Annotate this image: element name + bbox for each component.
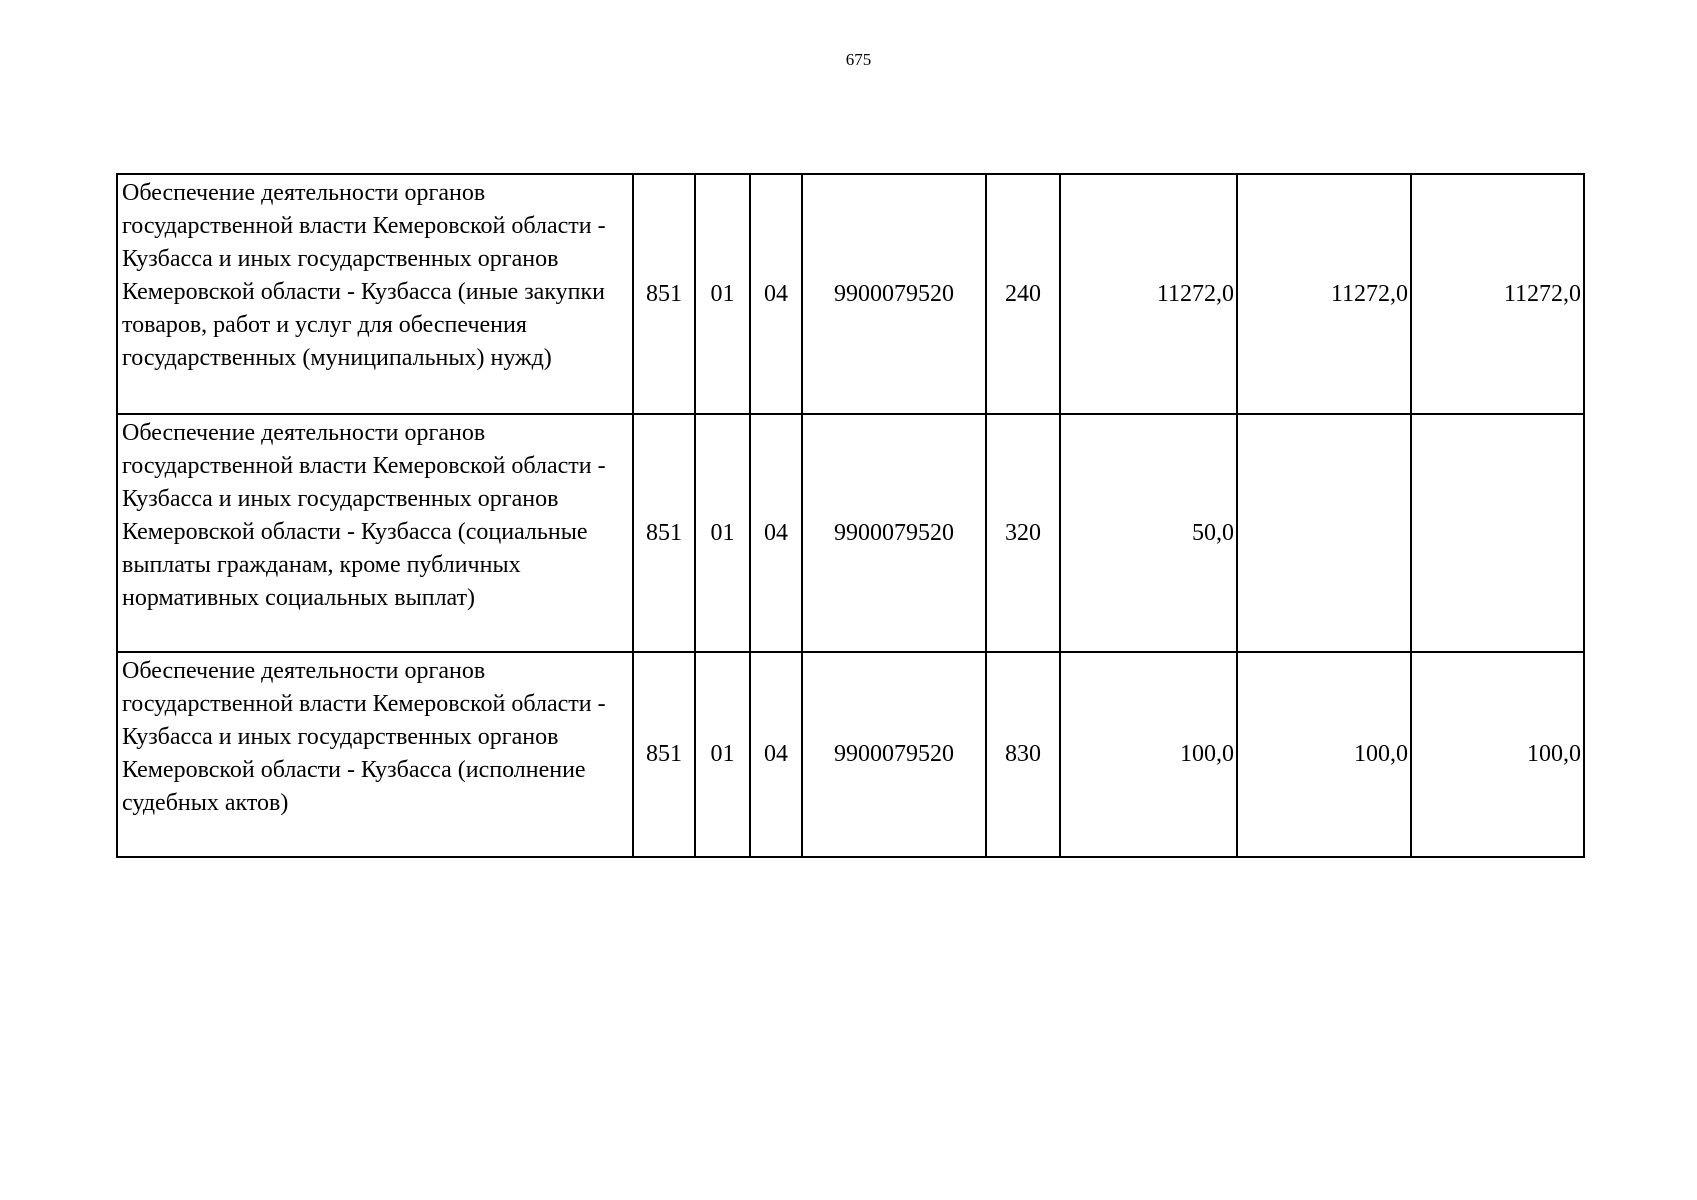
target-article-code: 9900079520: [802, 652, 986, 857]
amount-year-3: 11272,0: [1411, 174, 1584, 414]
amount-year-1: 50,0: [1060, 414, 1237, 652]
subsection-code: 04: [750, 174, 802, 414]
ministry-code: 851: [633, 652, 695, 857]
expense-type-code: 320: [986, 414, 1060, 652]
table-row: [117, 414, 1584, 652]
row-description: Обеспечение деятельности органов государственной власти Кемеровской области - Кузбасса и иных государственных органов Кемеровской области - Кузбасса (социальные выплаты гражданам, кроме публичных нормативных социальных выплат): [117, 414, 633, 652]
amount-year-1: 100,0: [1060, 652, 1237, 857]
page-number: 675: [845, 50, 872, 69]
amount-year-2: [1237, 414, 1411, 652]
amount-year-2: 100,0: [1237, 652, 1411, 857]
section-code: 01: [695, 652, 750, 857]
ministry-code: 851: [633, 174, 695, 414]
section-code: 01: [695, 414, 750, 652]
amount-year-3: [1411, 414, 1584, 652]
target-article-code: 9900079520: [802, 174, 986, 414]
row-description: Обеспечение деятельности органов государственной власти Кемеровской области - Кузбасса и иных государственных органов Кемеровской области - Кузбасса (иные закупки товаров, работ и услуг для обеспечения государственных (муниципальных) нужд): [117, 174, 633, 414]
subsection-code: 04: [750, 414, 802, 652]
amount-year-1: 11272,0: [1060, 174, 1237, 414]
expense-type-code: 830: [986, 652, 1060, 857]
ministry-code: 851: [633, 414, 695, 652]
row-description: Обеспечение деятельности органов государственной власти Кемеровской области - Кузбасса и иных государственных органов Кемеровской области - Кузбасса (исполнение судебных актов): [117, 652, 633, 857]
amount-year-2: 11272,0: [1237, 174, 1411, 414]
table-row: [117, 652, 1584, 857]
subsection-code: 04: [750, 652, 802, 857]
budget-table: [116, 173, 1585, 858]
expense-type-code: 240: [986, 174, 1060, 414]
amount-year-3: 100,0: [1411, 652, 1584, 857]
section-code: 01: [695, 174, 750, 414]
table-row: [117, 174, 1584, 414]
target-article-code: 9900079520: [802, 414, 986, 652]
